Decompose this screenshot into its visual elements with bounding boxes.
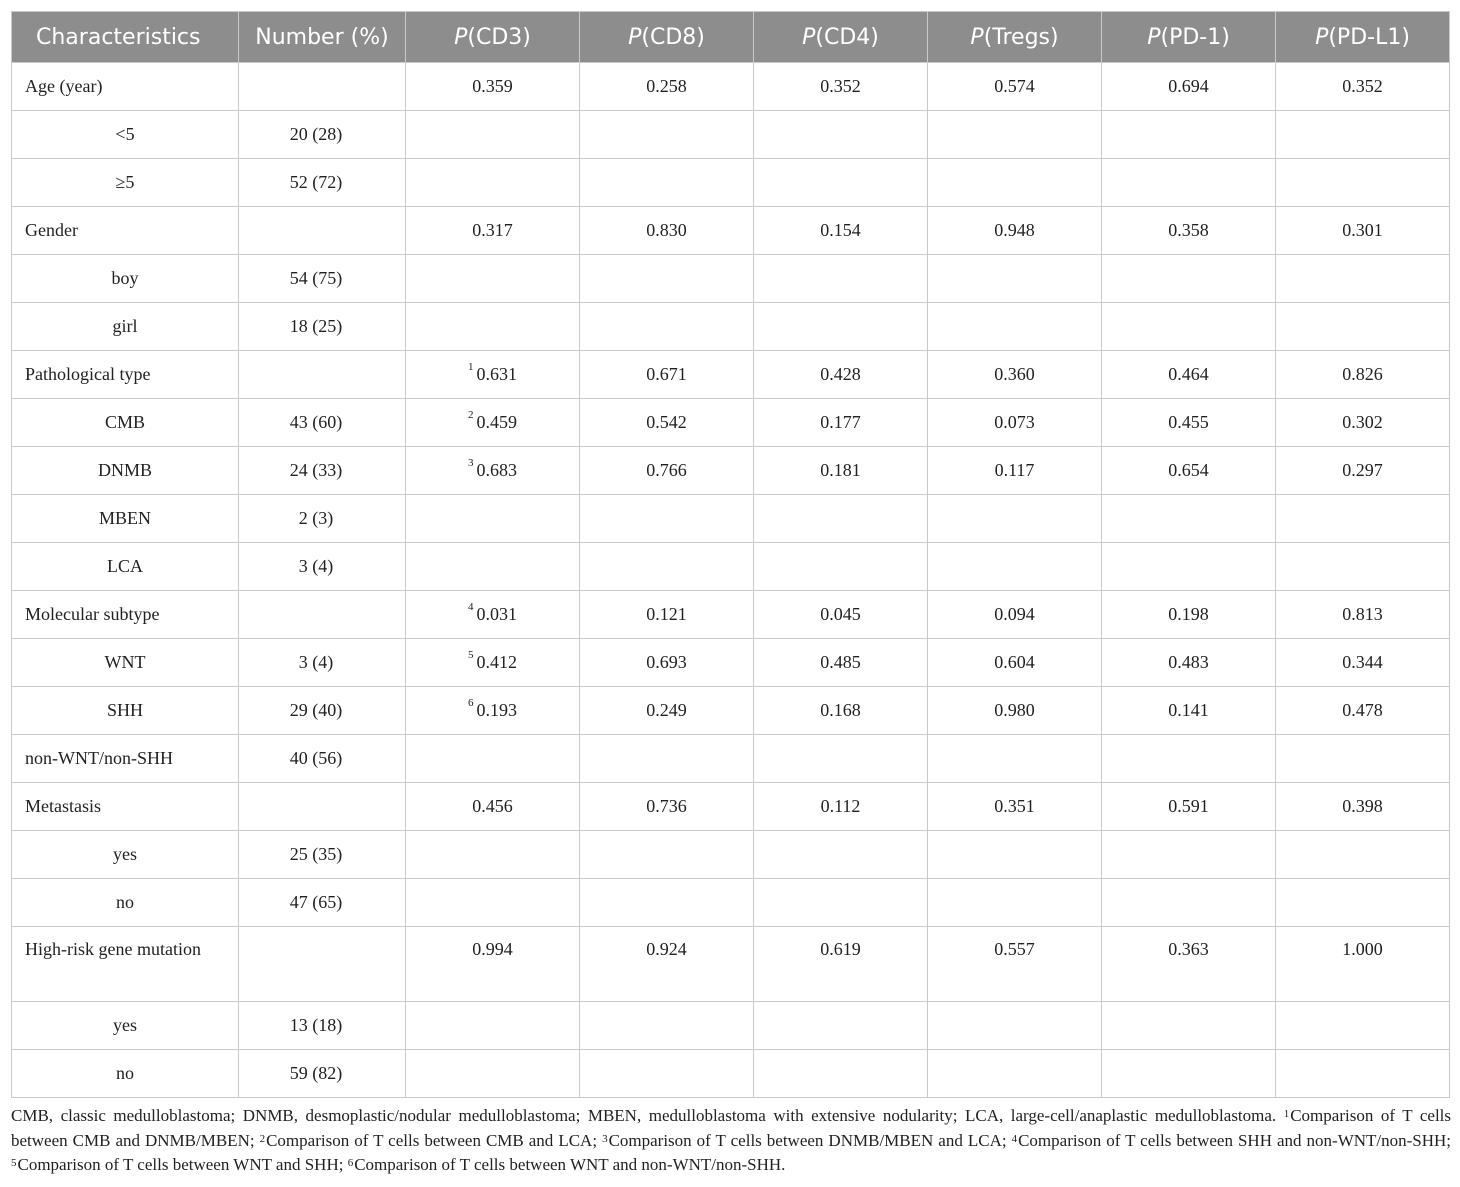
p-value-cell: $^1$ 0.631 bbox=[406, 351, 580, 399]
row-label: Metastasis bbox=[12, 783, 239, 831]
p-value-cell: 0.478 bbox=[1276, 687, 1450, 735]
table-row bbox=[12, 1002, 1450, 1050]
p-value-cell bbox=[928, 1002, 1102, 1050]
p-value-cell bbox=[754, 303, 928, 351]
p-value-cell bbox=[580, 1002, 754, 1050]
p-value-cell bbox=[1276, 831, 1450, 879]
table-row bbox=[12, 399, 1450, 447]
footnote-number: 1 bbox=[1283, 1108, 1290, 1120]
row-number: 3 (4) bbox=[239, 639, 406, 687]
p-value-cell: 0.198 bbox=[1102, 591, 1276, 639]
p-value-cell bbox=[580, 1050, 754, 1098]
row-label: Gender bbox=[12, 207, 239, 255]
row-number bbox=[239, 63, 406, 111]
table-row bbox=[12, 735, 1450, 783]
footnote-number: 3 bbox=[602, 1132, 608, 1145]
header-p-tregs: P(Tregs) bbox=[928, 12, 1102, 63]
p-value-cell bbox=[1276, 159, 1450, 207]
table-row bbox=[12, 927, 1450, 1002]
p-value-cell bbox=[1102, 303, 1276, 351]
p-value-cell bbox=[1276, 495, 1450, 543]
footnote-marker: 1 bbox=[468, 361, 474, 373]
row-label: DNMB bbox=[12, 447, 239, 495]
table-row bbox=[12, 591, 1450, 639]
p-value-cell: 0.359 bbox=[406, 63, 580, 111]
p-value-cell: 0.301 bbox=[1276, 207, 1450, 255]
row-number: 24 (33) bbox=[239, 447, 406, 495]
row-label: ≥5 bbox=[12, 159, 239, 207]
p-value-cell: 0.604 bbox=[928, 639, 1102, 687]
p-value-cell: 0.258 bbox=[580, 63, 754, 111]
p-value-cell bbox=[928, 495, 1102, 543]
footnote-marker: 5 bbox=[468, 649, 474, 661]
row-label: Age (year) bbox=[12, 63, 239, 111]
p-value-cell: 0.297 bbox=[1276, 447, 1450, 495]
table-body bbox=[12, 63, 1450, 1098]
p-value-cell: 0.352 bbox=[754, 63, 928, 111]
footnote-marker: 6 bbox=[468, 697, 474, 709]
p-value-cell: 0.693 bbox=[580, 639, 754, 687]
footnote-number: 5 bbox=[11, 1157, 17, 1169]
p-value-cell bbox=[1102, 543, 1276, 591]
p-value-cell: 0.671 bbox=[580, 351, 754, 399]
p-value-cell bbox=[1102, 1002, 1276, 1050]
p-value-cell: $^5$ 0.412 bbox=[406, 639, 580, 687]
row-number: 18 (25) bbox=[239, 303, 406, 351]
footnote-number: 6 bbox=[347, 1157, 354, 1169]
table-row bbox=[12, 639, 1450, 687]
p-value-cell bbox=[754, 159, 928, 207]
p-value-cell bbox=[1276, 303, 1450, 351]
footnote-text: Comparison of T cells between CMB and DNMB/MBEN; bbox=[11, 1106, 1452, 1150]
p-value-cell: 0.948 bbox=[928, 207, 1102, 255]
p-value-cell: 0.168 bbox=[754, 687, 928, 735]
p-value-cell: 0.994 bbox=[406, 927, 580, 1002]
p-value-cell: 0.766 bbox=[580, 447, 754, 495]
footnote-number: 4 bbox=[1011, 1132, 1018, 1145]
p-value-cell bbox=[580, 159, 754, 207]
p-value-cell: 0.141 bbox=[1102, 687, 1276, 735]
table-row bbox=[12, 111, 1450, 159]
footnote-text: Comparison of T cells between SHH and non-WNT/non-SHH; bbox=[1018, 1130, 1452, 1150]
p-value-cell: 0.483 bbox=[1102, 639, 1276, 687]
p-value-cell: 0.117 bbox=[928, 447, 1102, 495]
p-value-cell: 0.112 bbox=[754, 783, 928, 831]
p-value-cell bbox=[1276, 543, 1450, 591]
p-value-cell bbox=[1276, 1002, 1450, 1050]
p-value-cell: 0.154 bbox=[754, 207, 928, 255]
p-value-cell: 0.398 bbox=[1276, 783, 1450, 831]
row-label: yes bbox=[12, 831, 239, 879]
p-value-cell bbox=[1276, 111, 1450, 159]
row-label: no bbox=[12, 879, 239, 927]
table-header-row bbox=[12, 12, 1450, 63]
row-number bbox=[239, 591, 406, 639]
header-characteristics: Characteristics bbox=[12, 12, 239, 63]
p-value-cell bbox=[928, 831, 1102, 879]
p-value-cell bbox=[406, 111, 580, 159]
p-value-cell bbox=[928, 879, 1102, 927]
p-value-cell: 0.542 bbox=[580, 399, 754, 447]
p-value-cell bbox=[754, 831, 928, 879]
p-value-cell bbox=[928, 159, 1102, 207]
p-value-cell: $^3$ 0.683 bbox=[406, 447, 580, 495]
p-value-cell bbox=[580, 255, 754, 303]
p-value-cell: $^6$ 0.193 bbox=[406, 687, 580, 735]
p-value-cell bbox=[406, 831, 580, 879]
row-label: yes bbox=[12, 1002, 239, 1050]
row-number bbox=[239, 783, 406, 831]
table-footnote bbox=[11, 1104, 1451, 1178]
footnote-text: Comparison of T cells between DNMB/MBEN and LCA; bbox=[608, 1130, 1007, 1150]
p-value-cell bbox=[580, 495, 754, 543]
p-value-cell: 0.360 bbox=[928, 351, 1102, 399]
p-value-cell: 0.557 bbox=[928, 927, 1102, 1002]
header-number: Number (%) bbox=[239, 12, 406, 63]
p-value-cell bbox=[1276, 735, 1450, 783]
footnote-text: Comparison of T cells between CMB and LCA; bbox=[266, 1130, 598, 1150]
table-row bbox=[12, 831, 1450, 879]
p-value-cell: 0.249 bbox=[580, 687, 754, 735]
p-value-cell: 0.654 bbox=[1102, 447, 1276, 495]
p-value-cell bbox=[1102, 495, 1276, 543]
table-row bbox=[12, 303, 1450, 351]
row-number bbox=[239, 207, 406, 255]
row-number: 2 (3) bbox=[239, 495, 406, 543]
p-value-cell bbox=[754, 735, 928, 783]
row-number: 13 (18) bbox=[239, 1002, 406, 1050]
p-value-cell bbox=[1102, 255, 1276, 303]
row-number: 59 (82) bbox=[239, 1050, 406, 1098]
p-value-cell bbox=[754, 255, 928, 303]
table-row bbox=[12, 255, 1450, 303]
p-value-cell bbox=[580, 111, 754, 159]
p-value-cell bbox=[406, 495, 580, 543]
p-value-cell bbox=[406, 543, 580, 591]
row-number bbox=[239, 351, 406, 399]
p-value-cell bbox=[1102, 831, 1276, 879]
footnote-marker: 2 bbox=[468, 409, 474, 421]
p-value-cell: 0.464 bbox=[1102, 351, 1276, 399]
p-value-cell: 0.351 bbox=[928, 783, 1102, 831]
p-value-cell bbox=[928, 303, 1102, 351]
p-value-cell bbox=[928, 111, 1102, 159]
footnote-text: Comparison of T cells between WNT and SHH; bbox=[17, 1155, 344, 1174]
row-label: WNT bbox=[12, 639, 239, 687]
row-number: 54 (75) bbox=[239, 255, 406, 303]
p-value-cell: 0.073 bbox=[928, 399, 1102, 447]
p-value-cell bbox=[406, 879, 580, 927]
p-value-cell: 0.352 bbox=[1276, 63, 1450, 111]
row-label: Pathological type bbox=[12, 351, 239, 399]
footnote-abbreviations: CMB, classic medulloblastoma; DNMB, desmoplastic/nodular medulloblastoma; MBEN, medulloblastoma with extensive nodularity; LCA, large-cell/anaplastic medulloblastoma. bbox=[11, 1106, 1277, 1125]
row-label: High-risk gene mutation bbox=[12, 927, 239, 1002]
p-value-cell: 0.736 bbox=[580, 783, 754, 831]
footnote-marker: 3 bbox=[468, 457, 474, 469]
footnote-marker: 4 bbox=[468, 601, 474, 613]
header-p-pdl1: P(PD-L1) bbox=[1276, 12, 1450, 63]
row-number: 29 (40) bbox=[239, 687, 406, 735]
p-value-cell: 0.358 bbox=[1102, 207, 1276, 255]
row-number: 20 (28) bbox=[239, 111, 406, 159]
p-value-cell: 0.456 bbox=[406, 783, 580, 831]
table-row bbox=[12, 879, 1450, 927]
header-p-pd1: P(PD-1) bbox=[1102, 12, 1276, 63]
p-value-cell bbox=[406, 159, 580, 207]
p-value-cell bbox=[928, 735, 1102, 783]
row-number: 40 (56) bbox=[239, 735, 406, 783]
table-row bbox=[12, 351, 1450, 399]
table-row bbox=[12, 63, 1450, 111]
p-value-cell bbox=[580, 543, 754, 591]
p-value-cell: 0.830 bbox=[580, 207, 754, 255]
row-number: 47 (65) bbox=[239, 879, 406, 927]
p-value-cell bbox=[580, 735, 754, 783]
row-number: 52 (72) bbox=[239, 159, 406, 207]
table-row bbox=[12, 159, 1450, 207]
row-number bbox=[239, 927, 406, 1002]
p-value-cell bbox=[1102, 1050, 1276, 1098]
p-value-cell: $^2$ 0.459 bbox=[406, 399, 580, 447]
p-value-cell: 0.826 bbox=[1276, 351, 1450, 399]
row-label: <5 bbox=[12, 111, 239, 159]
p-value-cell: 0.574 bbox=[928, 63, 1102, 111]
row-label: LCA bbox=[12, 543, 239, 591]
p-value-cell bbox=[1102, 111, 1276, 159]
row-label: boy bbox=[12, 255, 239, 303]
p-value-cell bbox=[754, 495, 928, 543]
p-value-cell: 1.000 bbox=[1276, 927, 1450, 1002]
p-value-cell bbox=[406, 1050, 580, 1098]
table-row bbox=[12, 495, 1450, 543]
p-value-cell: $^4$ 0.031 bbox=[406, 591, 580, 639]
p-value-cell bbox=[1102, 735, 1276, 783]
p-value-cell bbox=[754, 543, 928, 591]
table-row bbox=[12, 783, 1450, 831]
p-value-cell bbox=[928, 1050, 1102, 1098]
p-value-cell bbox=[406, 255, 580, 303]
header-p-cd8: P(CD8) bbox=[580, 12, 754, 63]
p-value-cell: 0.694 bbox=[1102, 63, 1276, 111]
row-number: 3 (4) bbox=[239, 543, 406, 591]
table-row bbox=[12, 207, 1450, 255]
footnote-number: 2 bbox=[259, 1132, 266, 1145]
p-value-cell bbox=[754, 1002, 928, 1050]
p-value-cell bbox=[754, 111, 928, 159]
footnote-text: Comparison of T cells between WNT and non-WNT/non-SHH. bbox=[354, 1155, 786, 1174]
table-row bbox=[12, 687, 1450, 735]
p-value-cell: 0.045 bbox=[754, 591, 928, 639]
p-value-cell bbox=[580, 831, 754, 879]
header-p-cd3: P(CD3) bbox=[406, 12, 580, 63]
p-value-cell: 0.363 bbox=[1102, 927, 1276, 1002]
p-value-cell: 0.317 bbox=[406, 207, 580, 255]
p-value-cell: 0.428 bbox=[754, 351, 928, 399]
row-label: MBEN bbox=[12, 495, 239, 543]
p-value-cell bbox=[1102, 879, 1276, 927]
p-value-cell bbox=[754, 1050, 928, 1098]
row-number: 25 (35) bbox=[239, 831, 406, 879]
p-value-cell: 0.177 bbox=[754, 399, 928, 447]
p-value-cell bbox=[580, 879, 754, 927]
p-value-cell: 0.121 bbox=[580, 591, 754, 639]
p-value-cell bbox=[1276, 1050, 1450, 1098]
p-value-cell bbox=[1276, 255, 1450, 303]
p-value-cell: 0.302 bbox=[1276, 399, 1450, 447]
p-value-cell bbox=[928, 255, 1102, 303]
p-value-cell: 0.591 bbox=[1102, 783, 1276, 831]
p-value-cell bbox=[754, 879, 928, 927]
row-number: 43 (60) bbox=[239, 399, 406, 447]
p-value-cell: 0.181 bbox=[754, 447, 928, 495]
header-p-cd4: P(CD4) bbox=[754, 12, 928, 63]
table-row bbox=[12, 543, 1450, 591]
p-value-cell: 0.813 bbox=[1276, 591, 1450, 639]
p-value-cell: 0.344 bbox=[1276, 639, 1450, 687]
p-value-cell: 0.924 bbox=[580, 927, 754, 1002]
row-label: no bbox=[12, 1050, 239, 1098]
p-value-cell: 0.485 bbox=[754, 639, 928, 687]
row-label: Molecular subtype bbox=[12, 591, 239, 639]
p-value-cell bbox=[1276, 879, 1450, 927]
p-value-cell: 0.980 bbox=[928, 687, 1102, 735]
p-value-cell bbox=[406, 1002, 580, 1050]
p-value-cell bbox=[1102, 159, 1276, 207]
characteristics-table bbox=[11, 11, 1450, 1098]
p-value-cell bbox=[580, 303, 754, 351]
table-row bbox=[12, 447, 1450, 495]
row-label: CMB bbox=[12, 399, 239, 447]
table-row bbox=[12, 1050, 1450, 1098]
p-value-cell bbox=[406, 303, 580, 351]
p-value-cell bbox=[406, 735, 580, 783]
row-label: girl bbox=[12, 303, 239, 351]
row-label: non-WNT/non-SHH bbox=[12, 735, 239, 783]
p-value-cell: 0.455 bbox=[1102, 399, 1276, 447]
p-value-cell: 0.619 bbox=[754, 927, 928, 1002]
p-value-cell: 0.094 bbox=[928, 591, 1102, 639]
row-label: SHH bbox=[12, 687, 239, 735]
p-value-cell bbox=[928, 543, 1102, 591]
